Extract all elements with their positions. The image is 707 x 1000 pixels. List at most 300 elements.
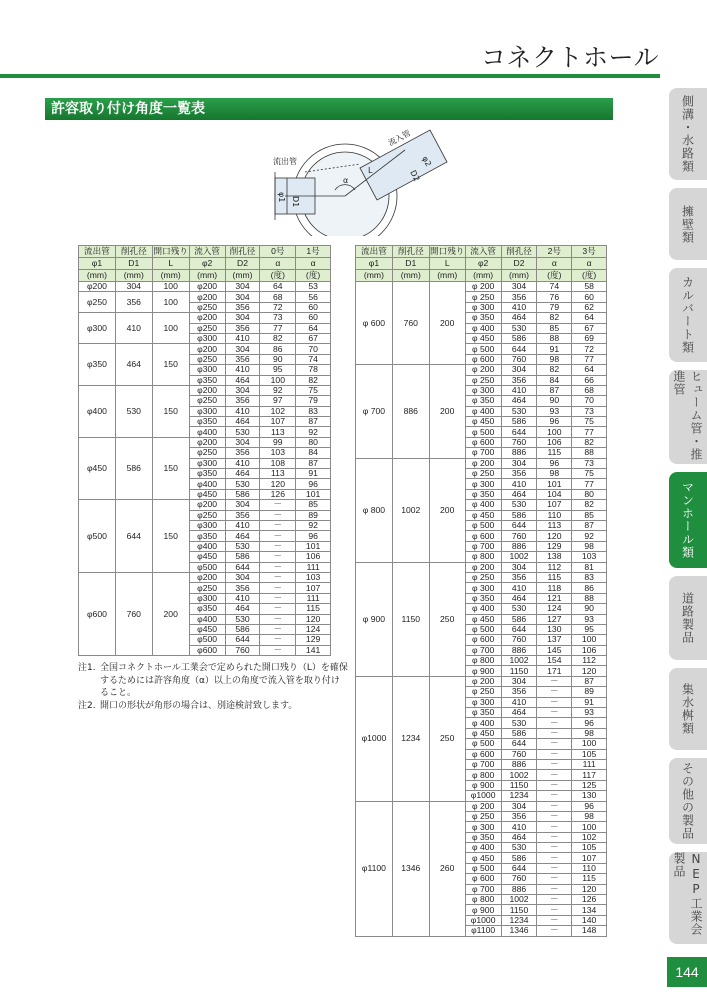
col-symbol: α <box>260 258 296 270</box>
angle-table-right <box>355 245 607 937</box>
angle-cell: 96 <box>296 479 331 489</box>
side-tab-1[interactable]: 側溝・水路類 <box>669 88 707 180</box>
angle-cell: 82 <box>260 333 296 343</box>
angle-cell: 115 <box>537 448 572 458</box>
angle-cell: 77 <box>572 427 607 437</box>
inflow-bore-cell: 464 <box>225 531 260 541</box>
angle-cell: 93 <box>537 406 572 416</box>
inflow-bore-cell: 1002 <box>501 895 537 905</box>
angle-cell: 125 <box>572 780 607 790</box>
angle-cell: 80 <box>572 489 607 499</box>
inflow-diameter-cell: φ250 <box>189 448 225 458</box>
opening-remainder-cell: 250 <box>429 562 465 676</box>
opening-remainder-cell: 100 <box>152 313 189 344</box>
angle-cell: － <box>260 531 296 541</box>
inflow-bore-cell: 760 <box>501 749 537 759</box>
inflow-bore-cell: 760 <box>501 531 537 541</box>
angle-cell: － <box>260 541 296 551</box>
table-row <box>79 500 331 510</box>
inflow-bore-cell: 356 <box>225 448 260 458</box>
outflow-diameter-cell: φ 900 <box>356 562 393 676</box>
inflow-bore-cell: 530 <box>501 500 537 510</box>
angle-cell: 113 <box>537 520 572 530</box>
outflow-diameter-cell: φ450 <box>79 437 116 499</box>
col-header: 開口残り <box>153 246 188 256</box>
inflow-bore-cell: 464 <box>501 489 537 499</box>
inflow-bore-cell: 410 <box>225 458 260 468</box>
angle-cell: 115 <box>572 874 607 884</box>
inflow-bore-cell: 886 <box>501 759 537 769</box>
angle-cell: 75 <box>572 417 607 427</box>
table-row <box>79 313 331 323</box>
outflow-bore-cell: 464 <box>115 344 152 386</box>
inflow-diameter-cell: φ400 <box>189 479 225 489</box>
opening-remainder-cell: 150 <box>152 437 189 499</box>
inflow-diameter-cell: φ450 <box>189 624 225 634</box>
inflow-bore-cell: 304 <box>225 500 260 510</box>
inflow-bore-cell: 760 <box>501 437 537 447</box>
inflow-bore-cell: 410 <box>501 583 537 593</box>
angle-cell: 112 <box>537 562 572 572</box>
label-d2: D2 <box>408 168 422 183</box>
inflow-bore-cell: 356 <box>501 375 537 385</box>
inflow-diameter-cell: φ 900 <box>465 905 501 915</box>
inflow-diameter-cell: φ 400 <box>465 323 501 333</box>
side-tab-6[interactable]: 道路製品 <box>669 576 707 660</box>
angle-cell: 92 <box>296 427 331 437</box>
inflow-diameter-cell: φ 400 <box>465 406 501 416</box>
angle-cell: 96 <box>537 417 572 427</box>
inflow-diameter-cell: φ400 <box>189 427 225 437</box>
col-header: 削孔径 <box>115 246 152 258</box>
side-tab-2[interactable]: 擁壁類 <box>669 188 707 260</box>
inflow-bore-cell: 586 <box>225 489 260 499</box>
inflow-diameter-cell: φ350 <box>189 375 225 385</box>
angle-cell: 90 <box>537 396 572 406</box>
inflow-bore-cell: 530 <box>225 614 260 624</box>
angle-cell: 91 <box>296 469 331 479</box>
outflow-diameter-cell: φ300 <box>79 313 116 344</box>
angle-cell: － <box>260 552 296 562</box>
angle-cell: － <box>537 687 572 697</box>
table-row <box>79 282 331 292</box>
side-tab-3[interactable]: カルバート類 <box>669 268 707 362</box>
angle-cell: － <box>260 510 296 520</box>
side-tab-5[interactable]: マンホール類 <box>669 472 707 568</box>
inflow-diameter-cell: φ250 <box>189 354 225 364</box>
inflow-bore-cell: 410 <box>225 520 260 530</box>
inflow-diameter-cell: φ250 <box>189 302 225 312</box>
angle-cell: 93 <box>572 708 607 718</box>
angle-cell: 102 <box>572 832 607 842</box>
angle-cell: 117 <box>572 770 607 780</box>
inflow-bore-cell: 304 <box>225 344 260 354</box>
angle-cell: 103 <box>572 552 607 562</box>
angle-cell: 98 <box>572 541 607 551</box>
col-header: 3号 <box>572 246 607 258</box>
inflow-bore-cell: 356 <box>501 811 537 821</box>
outflow-bore-cell: 586 <box>115 437 152 499</box>
angle-cell: 100 <box>260 375 296 385</box>
col-unit: (mm) <box>392 270 429 282</box>
inflow-bore-cell: 464 <box>501 832 537 842</box>
angle-cell: 92 <box>572 531 607 541</box>
opening-remainder-cell: 200 <box>429 458 465 562</box>
angle-cell: 74 <box>296 354 331 364</box>
inflow-bore-cell: 530 <box>225 479 260 489</box>
col-unit: (mm) <box>225 270 260 282</box>
angle-cell: － <box>260 583 296 593</box>
angle-cell: 83 <box>572 572 607 582</box>
col-symbol: α <box>296 258 331 270</box>
angle-cell: 87 <box>572 676 607 686</box>
label-d1: D1 <box>291 196 300 208</box>
angle-cell: 75 <box>296 385 331 395</box>
inflow-bore-cell: 586 <box>501 510 537 520</box>
col-header: 0号 <box>260 246 296 258</box>
col-symbol: D2 <box>225 258 260 270</box>
inflow-bore-cell: 586 <box>501 417 537 427</box>
col-symbol: α <box>537 258 572 270</box>
col-symbol: φ1 <box>356 258 393 270</box>
angle-cell: － <box>260 520 296 530</box>
angle-cell: 85 <box>537 323 572 333</box>
angle-cell: 88 <box>572 448 607 458</box>
inflow-diameter-cell: φ 200 <box>465 562 501 572</box>
inflow-bore-cell: 356 <box>225 510 260 520</box>
angle-cell: 120 <box>537 531 572 541</box>
angle-cell: 140 <box>572 915 607 925</box>
col-unit: (mm) <box>356 270 393 282</box>
angle-cell: 89 <box>572 687 607 697</box>
inflow-diameter-cell: φ 500 <box>465 427 501 437</box>
note-2 <box>78 700 348 713</box>
outflow-bore-cell: 760 <box>115 572 152 655</box>
angle-cell: 79 <box>537 302 572 312</box>
inflow-diameter-cell: φ450 <box>189 489 225 499</box>
inflow-diameter-cell: φ300 <box>189 593 225 603</box>
inflow-bore-cell: 304 <box>501 365 537 375</box>
inflow-diameter-cell: φ400 <box>189 541 225 551</box>
angle-cell: 72 <box>260 302 296 312</box>
inflow-diameter-cell: φ 600 <box>465 635 501 645</box>
inflow-bore-cell: 464 <box>225 604 260 614</box>
angle-cell: 86 <box>260 344 296 354</box>
inflow-bore-cell: 760 <box>501 635 537 645</box>
angle-cell: 90 <box>260 354 296 364</box>
side-tab-4[interactable]: ヒューム管・推進管 <box>669 370 707 464</box>
table-row <box>356 801 607 811</box>
angle-cell: － <box>260 500 296 510</box>
inflow-diameter-cell: φ400 <box>189 614 225 624</box>
inflow-diameter-cell: φ 300 <box>465 479 501 489</box>
inflow-diameter-cell: φ300 <box>189 520 225 530</box>
inflow-bore-cell: 304 <box>501 676 537 686</box>
angle-cell: 82 <box>572 500 607 510</box>
inflow-bore-cell: 356 <box>225 583 260 593</box>
inflow-diameter-cell: φ 300 <box>465 583 501 593</box>
inflow-bore-cell: 1150 <box>501 666 537 676</box>
angle-cell: － <box>537 780 572 790</box>
outflow-bore-cell: 304 <box>115 282 152 292</box>
angle-cell: 134 <box>572 905 607 915</box>
angle-cell: 124 <box>296 624 331 634</box>
unit-row <box>356 270 607 282</box>
inflow-diameter-cell: φ 300 <box>465 697 501 707</box>
table-row <box>79 292 331 302</box>
inflow-diameter-cell: φ 450 <box>465 510 501 520</box>
table-row <box>356 458 607 468</box>
angle-cell: 91 <box>537 344 572 354</box>
inflow-diameter-cell: φ300 <box>189 365 225 375</box>
outflow-diameter-cell: φ 600 <box>356 282 393 365</box>
inflow-bore-cell: 464 <box>501 593 537 603</box>
inflow-diameter-cell: φ 700 <box>465 645 501 655</box>
angle-cell: 107 <box>296 583 331 593</box>
inflow-diameter-cell: φ500 <box>189 562 225 572</box>
inflow-diameter-cell: φ 200 <box>465 365 501 375</box>
col-unit: (mm) <box>115 270 152 282</box>
angle-cell: 96 <box>537 458 572 468</box>
angle-cell: 91 <box>572 697 607 707</box>
inflow-bore-cell: 886 <box>501 884 537 894</box>
inflow-diameter-cell: φ 900 <box>465 666 501 676</box>
side-tab-8[interactable]: その他の製品 <box>669 758 707 844</box>
col-header: 流出管 <box>356 246 393 258</box>
angle-cell: 113 <box>260 427 296 437</box>
inflow-diameter-cell: φ200 <box>189 344 225 354</box>
angle-cell: 64 <box>296 323 331 333</box>
col-header: 削孔径 <box>225 246 260 258</box>
col-header: 流入管 <box>189 246 225 258</box>
col-header: 削孔径 <box>392 246 429 258</box>
col-unit: (mm) <box>501 270 537 282</box>
angle-cell: 127 <box>537 614 572 624</box>
angle-cell: － <box>537 905 572 915</box>
angle-cell: 84 <box>537 375 572 385</box>
inflow-bore-cell: 530 <box>225 541 260 551</box>
angle-cell: 96 <box>296 531 331 541</box>
inflow-bore-cell: 644 <box>501 739 537 749</box>
angle-cell: 171 <box>537 666 572 676</box>
angle-cell: 90 <box>572 604 607 614</box>
angle-cell: 88 <box>537 333 572 343</box>
outflow-bore-cell: 530 <box>115 385 152 437</box>
opening-remainder-cell: 200 <box>429 365 465 459</box>
angle-cell: 126 <box>260 489 296 499</box>
side-tab-9[interactable]: NEP工業会製品 <box>669 852 707 944</box>
inflow-diameter-cell: φ 350 <box>465 593 501 603</box>
angle-cell: － <box>260 614 296 624</box>
col-header: 流入管 <box>465 246 501 258</box>
angle-cell: － <box>260 645 296 655</box>
inflow-diameter-cell: φ 450 <box>465 728 501 738</box>
angle-cell: 105 <box>572 749 607 759</box>
angle-cell: 105 <box>572 843 607 853</box>
angle-cell: 82 <box>296 375 331 385</box>
angle-cell: 98 <box>537 469 572 479</box>
angle-cell: 73 <box>260 313 296 323</box>
angle-cell: 69 <box>572 333 607 343</box>
angle-cell: － <box>537 697 572 707</box>
angle-cell: 113 <box>260 469 296 479</box>
angle-cell: 70 <box>296 344 331 354</box>
angle-cell: － <box>260 562 296 572</box>
inflow-diameter-cell: φ 700 <box>465 448 501 458</box>
note-text: 開口の形状が角形の場合は、別途検討致します。 <box>100 700 298 711</box>
angle-cell: 104 <box>537 489 572 499</box>
angle-cell: 98 <box>572 811 607 821</box>
inflow-diameter-cell: φ 450 <box>465 853 501 863</box>
inflow-diameter-cell: φ200 <box>189 500 225 510</box>
inflow-bore-cell: 410 <box>501 302 537 312</box>
angle-cell: － <box>537 915 572 925</box>
angle-cell: 82 <box>537 365 572 375</box>
col-header: 1号 <box>296 246 331 258</box>
col-symbol: D1 <box>115 258 152 270</box>
col-header: 削孔径 <box>501 246 537 258</box>
inflow-bore-cell: 304 <box>501 458 537 468</box>
angle-cell: 76 <box>537 292 572 302</box>
inflow-bore-cell: 410 <box>501 822 537 832</box>
inflow-bore-cell: 356 <box>225 323 260 333</box>
outflow-bore-cell: 1150 <box>392 562 429 676</box>
inflow-diameter-cell: φ 250 <box>465 811 501 821</box>
table-row <box>79 437 331 447</box>
inflow-bore-cell: 530 <box>501 323 537 333</box>
inflow-bore-cell: 760 <box>225 645 260 655</box>
angle-cell: － <box>260 624 296 634</box>
angle-cell: 101 <box>296 489 331 499</box>
outflow-diameter-cell: φ500 <box>79 500 116 573</box>
inflow-diameter-cell: φ 300 <box>465 822 501 832</box>
inflow-diameter-cell: φ350 <box>189 469 225 479</box>
inflow-bore-cell: 356 <box>225 396 260 406</box>
outflow-bore-cell: 1346 <box>392 801 429 936</box>
inflow-bore-cell: 464 <box>225 375 260 385</box>
outflow-bore-cell: 644 <box>115 500 152 573</box>
inflow-diameter-cell: φ300 <box>189 333 225 343</box>
angle-cell: 106 <box>537 437 572 447</box>
angle-cell: 129 <box>537 541 572 551</box>
inflow-bore-cell: 464 <box>501 708 537 718</box>
angle-cell: 99 <box>260 437 296 447</box>
outflow-diameter-cell: φ 800 <box>356 458 393 562</box>
note-label: 注2. <box>78 700 96 711</box>
inflow-bore-cell: 1150 <box>501 905 537 915</box>
outflow-diameter-cell: φ1100 <box>356 801 393 936</box>
col-unit: (mm) <box>79 270 116 282</box>
angle-cell: 107 <box>572 853 607 863</box>
title-rule <box>0 74 660 78</box>
inflow-bore-cell: 586 <box>501 333 537 343</box>
inflow-bore-cell: 464 <box>225 469 260 479</box>
inflow-diameter-cell: φ 800 <box>465 552 501 562</box>
angle-cell: 115 <box>537 572 572 582</box>
inflow-bore-cell: 530 <box>501 718 537 728</box>
angle-cell: 85 <box>296 500 331 510</box>
outflow-diameter-cell: φ200 <box>79 282 116 292</box>
inflow-diameter-cell: φ350 <box>189 604 225 614</box>
inflow-diameter-cell: φ 400 <box>465 718 501 728</box>
inflow-diameter-cell: φ 500 <box>465 863 501 873</box>
col-unit: (mm) <box>429 270 465 282</box>
angle-cell: － <box>537 863 572 873</box>
angle-cell: 106 <box>296 552 331 562</box>
inflow-bore-cell: 760 <box>501 354 537 364</box>
angle-cell: 107 <box>537 500 572 510</box>
angle-cell: － <box>537 676 572 686</box>
opening-remainder-cell: 260 <box>429 801 465 936</box>
inflow-diameter-cell: φ 300 <box>465 302 501 312</box>
angle-cell: 92 <box>296 520 331 530</box>
inflow-diameter-cell: φ 450 <box>465 333 501 343</box>
notes <box>78 662 348 712</box>
angle-cell: 67 <box>572 323 607 333</box>
angle-cell: 107 <box>260 417 296 427</box>
inflow-diameter-cell: φ1000 <box>465 791 501 801</box>
angle-cell: 77 <box>572 354 607 364</box>
angle-cell: － <box>537 718 572 728</box>
col-unit: (度) <box>537 270 572 282</box>
table-row <box>79 385 331 395</box>
inflow-diameter-cell: φ 600 <box>465 354 501 364</box>
angle-cell: 102 <box>260 406 296 416</box>
angle-cell: 101 <box>537 479 572 489</box>
outflow-diameter-cell: φ400 <box>79 385 116 437</box>
angle-cell: 72 <box>572 344 607 354</box>
angle-cell: 87 <box>296 417 331 427</box>
inflow-bore-cell: 1002 <box>501 656 537 666</box>
angle-cell: － <box>537 770 572 780</box>
opening-remainder-cell: 200 <box>152 572 189 655</box>
outflow-bore-cell: 1002 <box>392 458 429 562</box>
angle-cell: － <box>260 572 296 582</box>
table-row <box>356 676 607 686</box>
inflow-diameter-cell: φ 700 <box>465 759 501 769</box>
angle-cell: － <box>260 604 296 614</box>
inflow-diameter-cell: φ 200 <box>465 458 501 468</box>
table-row <box>356 365 607 375</box>
inflow-diameter-cell: φ500 <box>189 635 225 645</box>
inflow-bore-cell: 886 <box>501 448 537 458</box>
col-symbol: L <box>152 258 189 270</box>
inflow-bore-cell: 586 <box>225 552 260 562</box>
inflow-bore-cell: 410 <box>225 333 260 343</box>
inflow-diameter-cell: φ 350 <box>465 313 501 323</box>
inflow-bore-cell: 410 <box>501 479 537 489</box>
inflow-bore-cell: 1002 <box>501 552 537 562</box>
angle-cell: － <box>537 884 572 894</box>
header-row <box>79 246 331 258</box>
inflow-bore-cell: 1234 <box>501 915 537 925</box>
angle-cell: 64 <box>572 313 607 323</box>
outflow-diameter-cell: φ1000 <box>356 676 393 801</box>
col-unit: (度) <box>572 270 607 282</box>
angle-cell: 124 <box>537 604 572 614</box>
inflow-bore-cell: 1150 <box>501 780 537 790</box>
angle-cell: 58 <box>572 282 607 292</box>
outflow-bore-cell: 356 <box>115 292 152 313</box>
col-unit: (度) <box>260 270 296 282</box>
angle-cell: 96 <box>572 718 607 728</box>
inflow-bore-cell: 356 <box>501 687 537 697</box>
angle-cell: 78 <box>296 365 331 375</box>
side-tab-7[interactable]: 集水桝類 <box>669 668 707 750</box>
outflow-bore-cell: 410 <box>115 313 152 344</box>
inflow-diameter-cell: φ 600 <box>465 531 501 541</box>
angle-cell: － <box>537 874 572 884</box>
